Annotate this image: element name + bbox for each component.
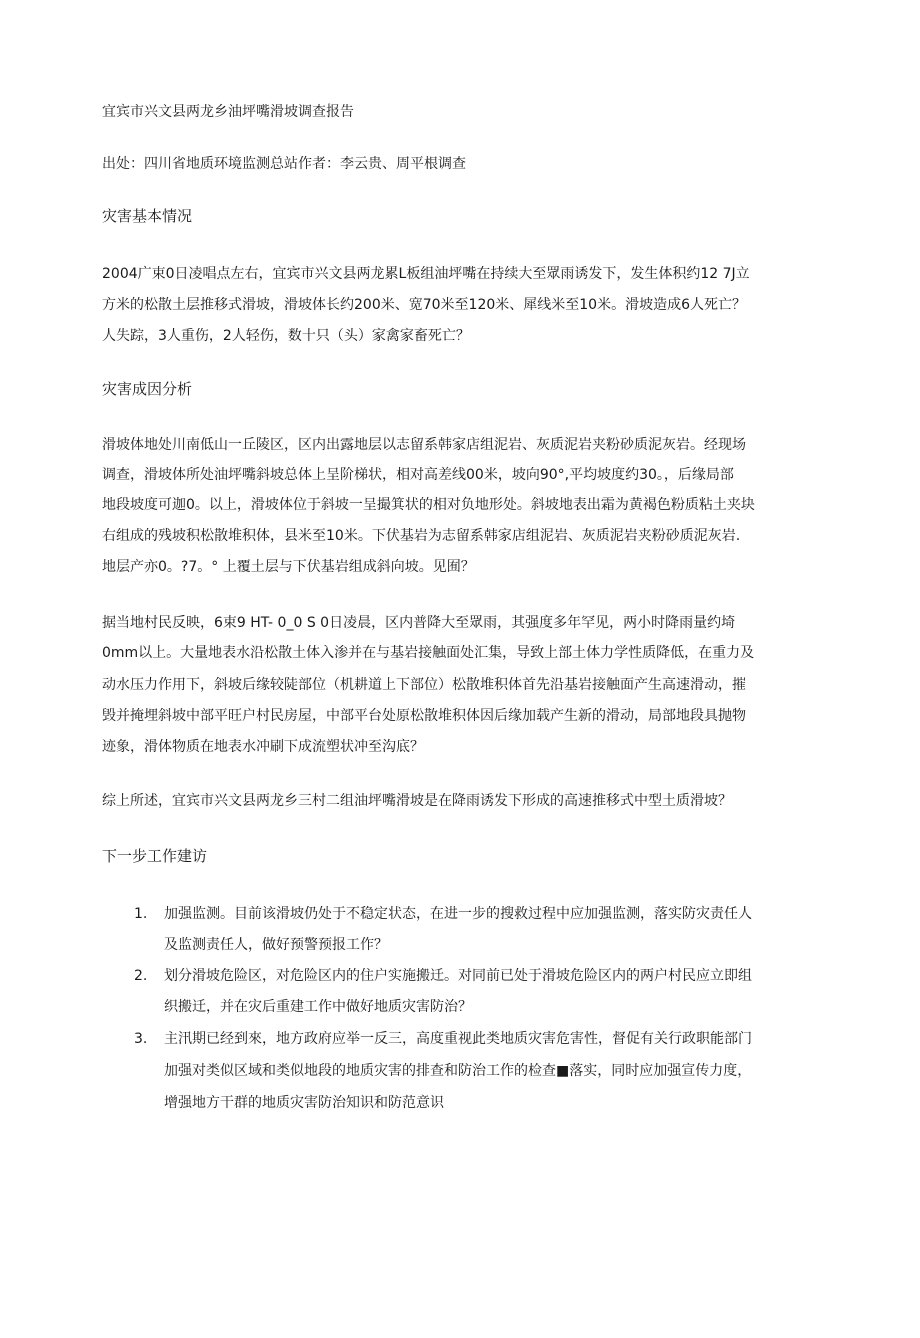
paragraph-line: 方米的松散土层推移式滑坡，滑坡体长约200米、宽70米至120米、犀线米至10米。滑坡造成6人死亡？: [102, 297, 746, 313]
paragraph-line: 2004广束0日凌唱点左右，宜宾市兴文县两龙累L板组油坪嘴在持续大至眾雨诱发下，发生体积约12 7J立: [102, 266, 750, 282]
section-heading-cause-analysis: 灾害成因分析: [102, 380, 193, 398]
paragraph-line: 迹象，滑体物质在地表水冲刷下成流塑状冲至沟底？: [102, 739, 424, 755]
list-item-line: 划分滑坡危险区，对危险区内的住户实施搬迁。对同前已处于滑坡危险区内的两户村民应立即组: [164, 968, 752, 984]
paragraph-line: 毁并掩埋斜坡中部平旺户村民房屋，中部平台处原松散堆积体因后缘加载产生新的滑动，局部地段具抛物: [102, 708, 746, 724]
list-item-number: 2.: [134, 968, 148, 984]
paragraph-line: 0mm以上。大量地表水沿松散土体入渗并在与基岩接触面处汇集，导致上部土体力学性质降低，在重力及: [102, 645, 755, 661]
list-item-number: 3.: [134, 1031, 148, 1047]
paragraph-line: 调查，滑坡体所处油坪嘴斜坡总体上呈阶梯状，相对高差线00米，坡向90°,平均坡度约30。，后缘局部: [102, 467, 734, 483]
paragraph-line: 右组成的残坡积松散堆积体，县米至10米。下伏基岩为志留系韩家店组泥岩、灰质泥岩夹粉砂质泥灰岩.: [102, 528, 741, 544]
document-source: 出处：四川省地质环境监测总站作者：李云贵、周平根调查: [102, 156, 466, 172]
paragraph-line: 综上所述，宜宾市兴文县两龙乡三村二组油坪嘴滑坡是在降雨诱发下形成的高速推移式中型土质滑坡？: [102, 793, 732, 809]
section-heading-next-steps: 下一步工作建访: [102, 847, 208, 865]
list-item-line: 加强对类似区域和类似地段的地质灾害的排查和防治工作的检查■落实，同时应加强宣传力度，: [164, 1063, 752, 1079]
paragraph-line: 地层产亦0。?7。° 上覆土层与下伏基岩组成斜向坡。见囿？: [102, 559, 475, 575]
list-item-line: 及监测责任人，做好预警预报工作？: [164, 937, 388, 953]
list-item-line: 加强监测。目前该滑坡仍处于不稳定状态，在进一步的搜救过程中应加强监测，落实防灾责任人: [164, 906, 752, 922]
paragraph-line: 人失踪，3人重伤，2人轻伤，数十只（头）家禽家畜死亡？: [102, 328, 470, 344]
paragraph-line: 据当地村民反映，6束9 HT- 0_0 S 0日凌晨，区内普降大至眾雨，其强度多年罕见，两小时降雨量约埼: [102, 615, 736, 631]
list-item-line: 织搬迁，并在灾后重建工作中做好地质灾害防治？: [164, 999, 472, 1015]
section-heading-basic-situation: 灾害基本情况: [102, 207, 193, 225]
list-item-line: 增强地方干群的地质灾害防治知识和防范意识: [164, 1095, 444, 1111]
paragraph-line: 动水压力作用下，斜坡后缘较陡部位（机耕道上下部位）松散堆积体首先沿基岩接触面产生高速滑动，摧: [102, 677, 746, 693]
paragraph-line: 地段坡度可迦0。以上，滑坡体位于斜坡一呈撮箕状的相对负地形处。斜坡地表出霜为黄褐色粉质粘土夹块: [102, 497, 755, 513]
document-title: 宜宾市兴文县两龙乡油坪嘴滑坡调查报告: [102, 104, 354, 120]
list-item-number: 1.: [134, 906, 148, 922]
paragraph-line: 滑坡体地处川南低山一丘陵区，区内出露地层以志留系韩家店组泥岩、灰质泥岩夹粉砂质泥灰岩。经现场: [102, 437, 746, 453]
list-item-line: 主汛期已经到來，地方政府应举一反三，高度重视此类地质灾害危害性，督促有关行政职能部门: [164, 1031, 752, 1047]
